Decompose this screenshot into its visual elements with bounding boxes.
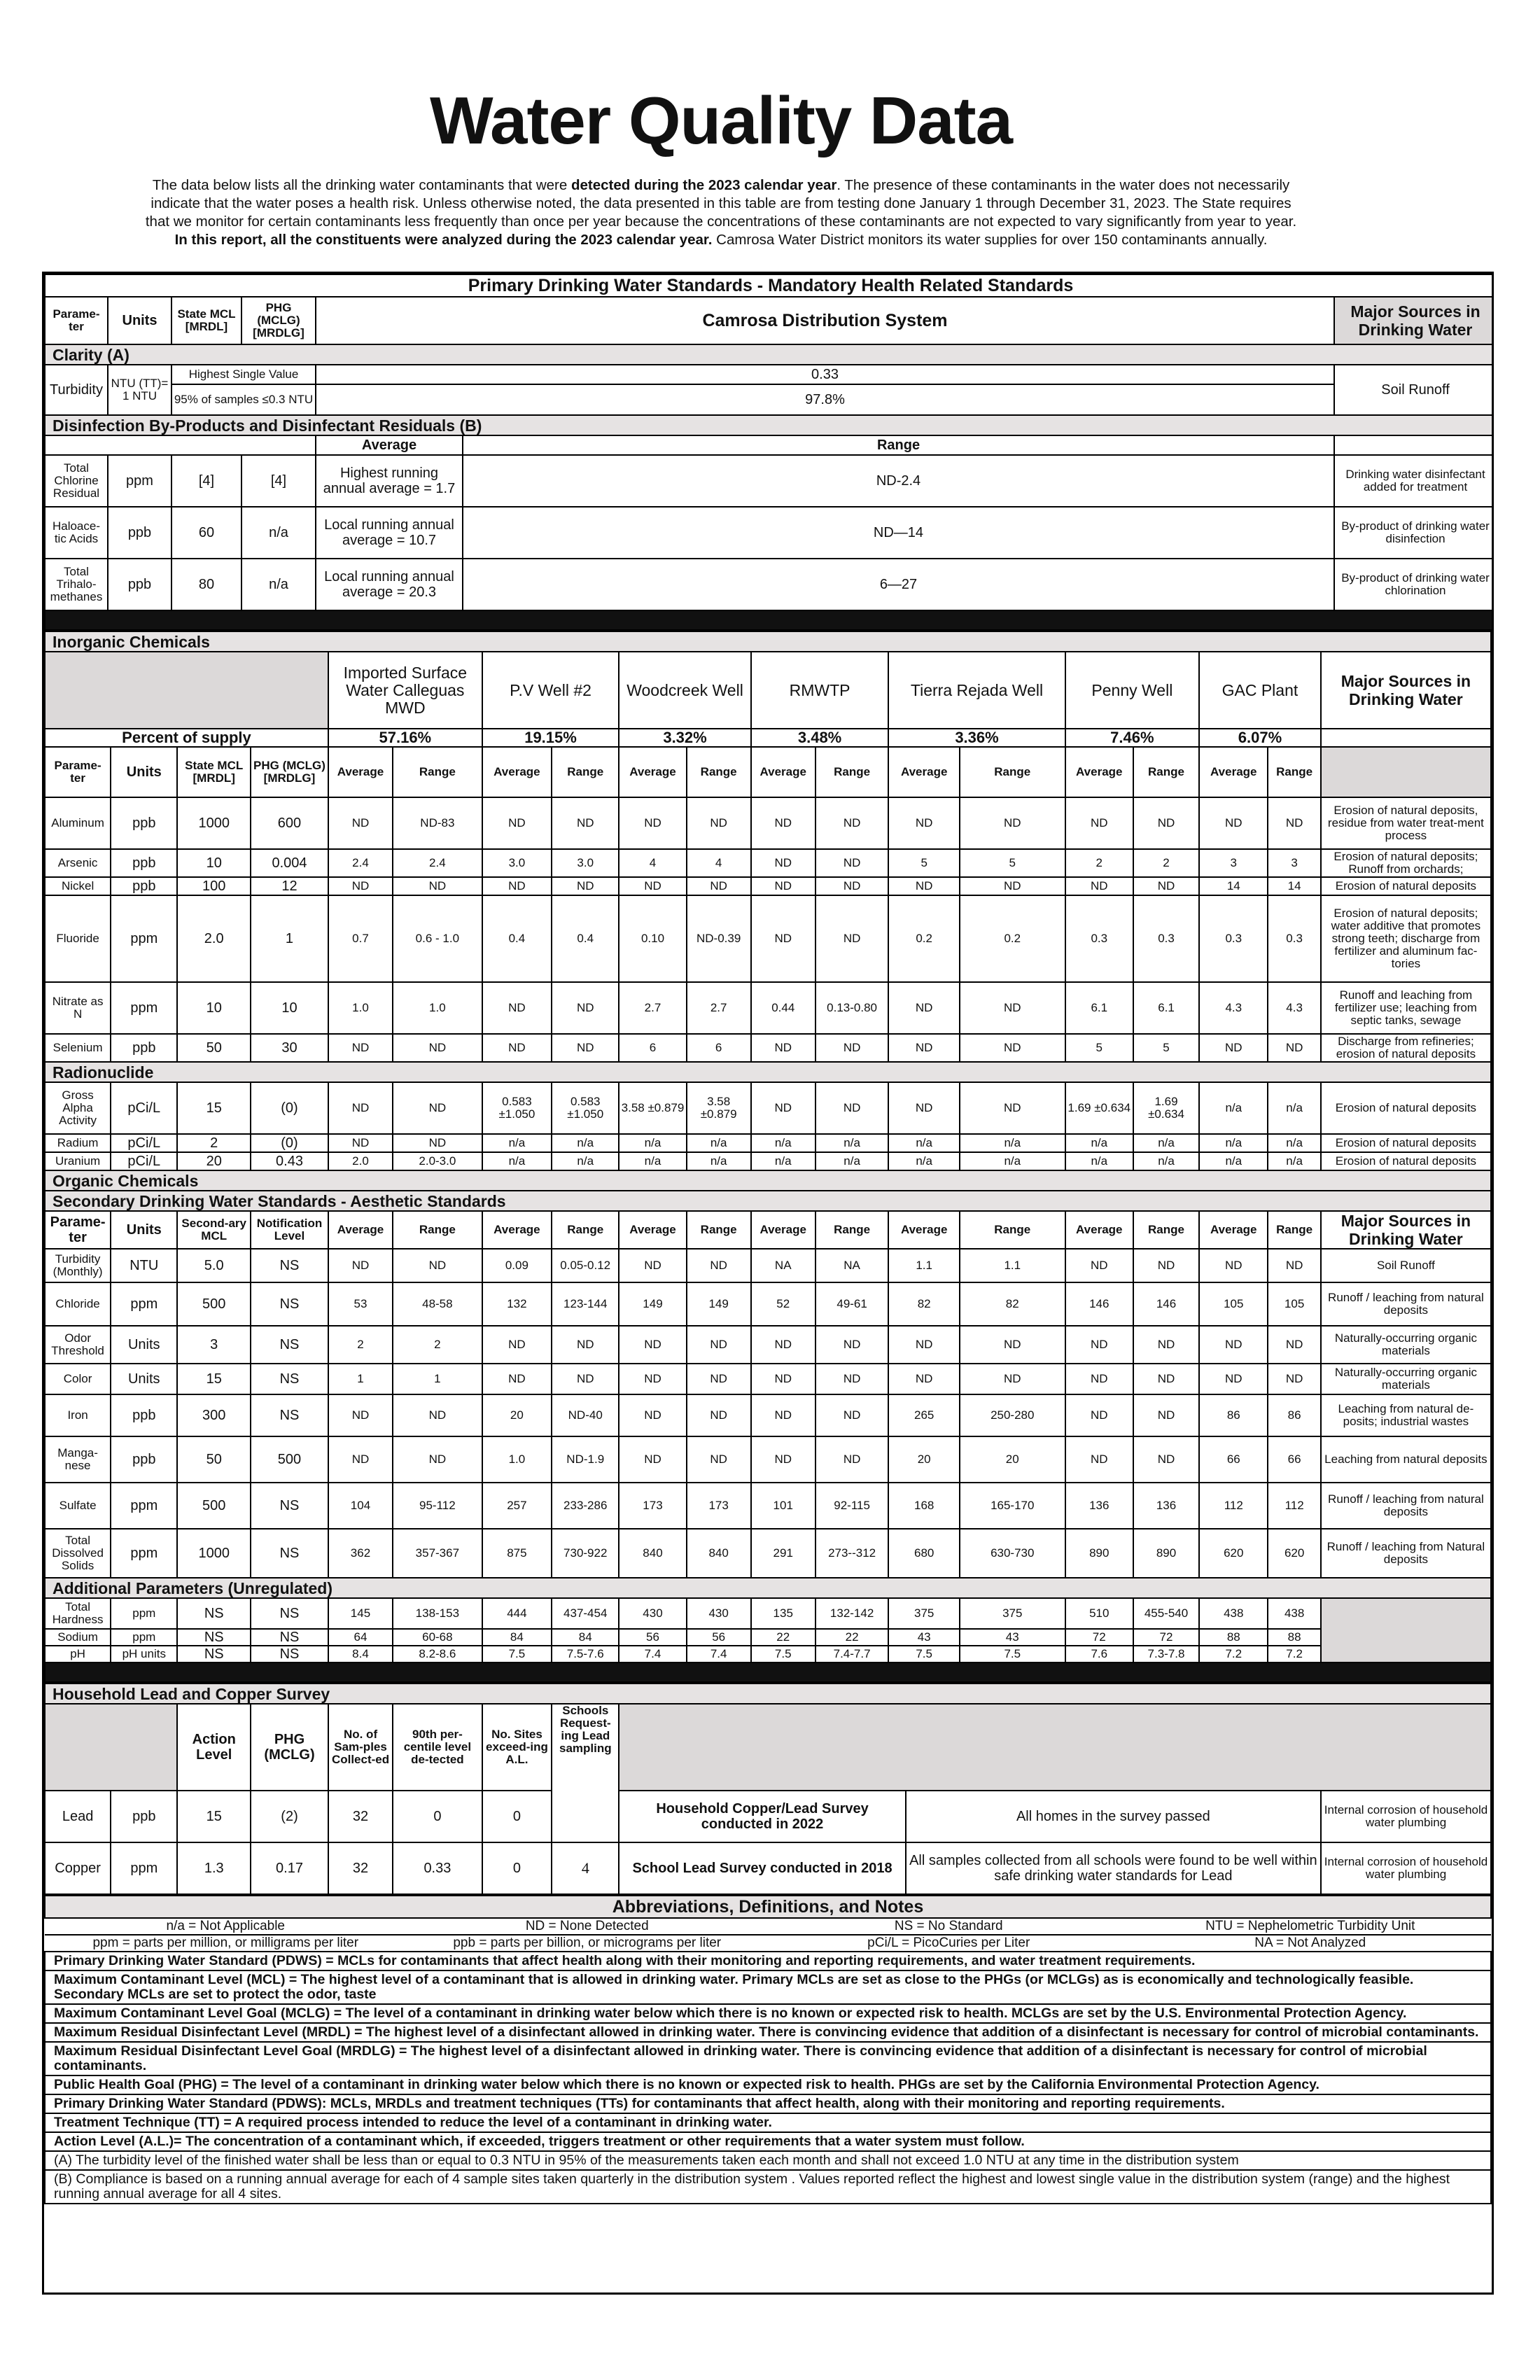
table-row: pH pH units NS NS 8.4 8.2-8.6 7.5 7.5-7.6 7.4 7.4 7.5 7.4-7.7 7.5 7.5 7.6 7.3-7.8 7.2 7.2 <box>45 1646 1491 1662</box>
col-major-sources: Major Sources in Drinking Water <box>1334 297 1494 344</box>
definition: Maximum Contaminant Level Goal (MCLG) = The level of a contaminant in drinking water below which there is no known or expected risk to health. MCLGs are set by the U.S. Environmental Protection Agency. <box>45 2004 1491 2023</box>
supply-name: P.V Well #2 <box>482 652 620 729</box>
turbidity-row1-value: 0.33 <box>316 365 1334 384</box>
section-divider <box>45 610 1494 630</box>
table-row: Color Units 15 NS 1 1 ND ND ND ND ND ND ND ND ND ND ND ND Naturally-occurring organic materials <box>45 1364 1491 1394</box>
table-row: Uranium pCi/L 20 0.43 2.0 2.0-3.0 n/a n/a n/a n/a n/a n/a n/a n/a n/a n/a n/a n/a Erosion of natural deposits <box>45 1152 1491 1170</box>
definition: Action Level (A.L.)= The concentration of a contaminant which, if exceeded, triggers treatment or other requirements that a water system must follow. <box>45 2132 1491 2151</box>
percent-value: 57.16% <box>328 729 482 747</box>
definition: Maximum Residual Disinfectant Level Goal (MRDLG) = The highest level of a disinfectant allowed in drinking water. There is convincing evidence that addition of a disinfectant is necessary for control of microbial contaminants. <box>45 2042 1491 2076</box>
percent-value: 3.48% <box>751 729 889 747</box>
constituent-table: Inorganic Chemicals Imported Surface Water Calleguas MWD P.V Well #2 Woodcreek Well RMWTP Tierra Rejada Well Penny Well GAC Plant Major Sources in Drinking Water Percent of supply 57.16% 19.15% 3.32% 3.48% 3.36% 7.46% 6.07% Parame-ter Units State MCL [MRDL] PHG (MCLG) [MRDLG] Average Range Average Range Average Range Average Range Average Range Average Range Average Range Aluminum ppb 1000 600 ND ND-83 ND ND ND ND ND ND ND ND ND ND ND ND Erosion of natural deposits, residue from water treat-ment process Arsenic ppb 10 0.004 2.4 2.4 3.0 3.0 4 4 ND ND 5 5 2 2 3 3 Erosion of natural deposits; Runoff from orchards; Nickel ppb 100 12 ND ND ND ND ND ND ND ND ND ND ND ND 14 14 Erosion of natural deposits Fluoride ppm 2.0 1 0.7 0.6 - 1.0 0.4 0.4 0.10 ND-0.39 ND ND 0.2 0.2 0.3 0.3 0.3 0.3 Erosion of natural deposits; water additive that promotes strong teeth; discharge from fertilizer and aluminum fac-tories Nitrate as N ppm 10 10 1.0 1.0 ND ND 2.7 2.7 0.44 0.13-0.80 ND ND 6.1 6.1 4.3 4.3 Runoff and leaching from fertilizer use; leaching from septic tanks, sewage Selenium ppb 50 30 ND ND ND ND 6 6 ND ND ND ND 5 5 ND ND Discharge from refineries; erosion of natural deposits Radionuclide Gross Alpha Activity pCi/L 15 (0) ND ND 0.583 ±1.050 0.583 ±1.050 3.58 ±0.879 3.58 ±0.879 ND ND ND ND 1.69 ±0.634 1.69 ±0.634 n/a n/a Erosion of natural deposits Radium pCi/L 2 (0) ND ND n/a n/a n/a n/a n/a n/a n/a n/a n/a n/a n/a n/a Erosion of natural deposits Uranium pCi/L 20 0.43 2.0 2.0-3.0 n/a n/a n/a n/a n/a n/a n/a n/a n/a n/a n/a n/a Erosion of natural deposits Organic Chemicals Secondary Drinking Water Standards - Aesthetic Standards Parame-ter Units Second-ary MCL Notification Level Average Range Average Range Average Range Average Range Average Range Average Range Average Range Major Sources in Drinking Water Turbidity (Monthly) NTU 5.0 NS ND ND 0.09 0.05-0.12 ND ND NA NA 1.1 1.1 ND ND ND ND Soil Runoff Chloride ppm 500 NS 53 48-58 132 123-144 149 149 52 49-61 82 82 146 146 105 105 Runoff / leaching from natural deposits Odor Threshold Units 3 NS 2 2 ND ND ND ND ND ND ND ND ND ND ND ND Naturally-occurring organic materials Color Units 15 NS 1 1 ND ND ND ND ND ND ND ND ND ND ND ND Naturally-occurring organic materials Iron ppb 300 NS ND ND 20 ND-40 ND ND ND ND 265 250-280 ND ND 86 86 Leaching from natural de-posits; industrial wastes Manga-nese ppb 50 500 ND ND 1.0 ND-1.9 ND ND ND ND 20 20 ND ND 66 66 Leaching from natural deposits Sulfate ppm 500 NS 104 95-112 257 233-286 173 173 101 92-115 168 165-170 136 136 112 112 Runoff / leaching from natural deposits Total Dissolved Solids ppm 1000 NS 362 357-367 875 730-922 840 840 291 273--312 680 630-730 890 890 620 620 Runoff / leaching from Natural deposits Additional Parameters (Unregulated) Total Hardness ppm NS NS 145 138-153 444 437-454 430 430 135 132-142 375 375 510 455-540 438 438 Sodium ppm NS NS 64 60-68 84 84 56 56 22 22 43 43 72 72 88 88 pH pH units NS NS 8.4 8.2-8.6 7.5 7.5-7.6 7.4 7.4 7.5 7.4-7.7 7.5 7.5 7.6 7.3-7.8 7.2 7.2 <box>44 631 1492 1683</box>
footnote: (A) The turbidity level of the finished water shall be less than or equal to 0.3 NTU in 95% of the measurements taken each month and shall not exceed 1.0 NTU at any time in the distribution system <box>45 2151 1491 2170</box>
definition: Primary Drinking Water Standard (PDWS) = MCLs for contaminants that affect health along with their monitoring and reporting requirements, and water treatment requirements. <box>45 1952 1491 1970</box>
col-schools: Schools Request-ing Lead sampling <box>552 1704 619 1842</box>
turbidity-row2-value: 97.8% <box>316 384 1334 415</box>
lead-row: Lead ppb 15 (2) 32 0 0 Household Copper/Lead Survey conducted in 2022 All homes in the survey passed Internal corrosion of household water plumbing <box>45 1791 1491 1842</box>
section-divider <box>45 1662 1491 1682</box>
abbreviations-table: Abbreviations, Definitions, and Notes n/a = Not Applicable ND = None Detected NS = No Standard NTU = Nephelometric Turbidity Unit ppm = parts per million, or milligrams per liter ppb = parts per billion, or micrograms per liter pCi/L = PicoCuries per Liter NA = Not Analyzed Primary Drinking Water Standard (PDWS) = MCLs for contaminants that affect health along with their monitoring and reporting requirements, and water treatment requirements. Maximum Contaminant Level (MCL) = The highest level of a contaminant that is allowed in drinking water. Primary MCLs are set as close to the PHGs (or MCLGs) as is economically and technologically feasible. Secondary MCLs are set to protect the odor, taste Maximum Contaminant Level Goal (MCLG) = The level of a contaminant in drinking water below which there is no known or expected risk to health. MCLGs are set by the U.S. Environmental Protection Agency. Maximum Residual Disinfectant Level (MRDL) = The highest level of a disinfectant allowed in drinking water. There is convincing evidence that addition of a disinfectant is necessary for control of microbial contaminants. Maximum Residual Disinfectant Level Goal (MRDLG) = The highest level of a disinfectant allowed in drinking water. There is convincing evidence that addition of a disinfectant is necessary for control of microbial contaminants. Public Health Goal (PHG) = The level of a contaminant in drinking water below which there is no known or expected risk to health. PHGs are set by the California Environmental Protection Agency. Primary Drinking Water Standard (PDWS): MCLs, MRDLs and treatment techniques (TTs) for contaminants that affect health, along with their monitoring and reporting requirements. Treatment Technique (TT) = A required process intended to reduce the level of a contaminant in drinking water. Action Level (A.L.)= The concentration of a contaminant which, if exceeded, triggers treatment or other requirements that a water system must follow. (A) The turbidity level of the finished water shall be less than or equal to 0.3 NTU in 95% of the measurements taken each month and shall not exceed 1.0 NTU at any time in the distribution system (B) Compliance is based on a running annual average for each of 4 sample sites taken quarterly in the distribution system . Values reported reflect the highest and lowest single value in the distribution system (range) and the highest running annual average for all 4 sites. <box>44 1895 1492 2204</box>
turbidity-units: NTU (TT)= 1 NTU <box>108 365 172 415</box>
footnote: (B) Compliance is based on a running annual average for each of 4 sample sites taken quarterly in the distribution system . Values reported reflect the highest and lowest single value in the distribution system (range) and the highest running annual average for all 4 sites. <box>45 2170 1491 2204</box>
copper-row: Copper ppm 1.3 0.17 32 0.33 0 4 School Lead Survey conducted in 2018 All samples collected from all schools were found to be well within safe drinking water standards for Lead Internal corrosion of household water plumbing <box>45 1842 1491 1894</box>
additional-header: Additional Parameters (Unregulated) <box>45 1578 1491 1598</box>
organic-header: Organic Chemicals <box>45 1170 1491 1191</box>
percent-value: 3.32% <box>619 729 750 747</box>
supply-name: Penny Well <box>1065 652 1199 729</box>
definition: Treatment Technique (TT) = A required process intended to reduce the level of a contaminant in drinking water. <box>45 2113 1491 2132</box>
radionuclide-header: Radionuclide <box>45 1062 1491 1082</box>
col-major-sources: Major Sources in Drinking Water <box>1321 652 1491 729</box>
percent-label: Percent of supply <box>45 729 328 747</box>
table-row: Manga-nese ppb 50 500 ND ND 1.0 ND-1.9 ND ND ND ND 20 20 ND ND 66 66 Leaching from natural deposits <box>45 1436 1491 1483</box>
table-row: Total Dissolved Solids ppm 1000 NS 362 357-367 875 730-922 840 840 291 273--312 680 630-730 890 890 620 620 Runoff / leaching from Natural deposits <box>45 1529 1491 1578</box>
percent-value: 7.46% <box>1065 729 1199 747</box>
definition: Maximum Residual Disinfectant Level (MRDL) = The highest level of a disinfectant allowed in drinking water. There is convincing evidence that addition of a disinfectant is necessary for control of microbial contaminants. <box>45 2023 1491 2042</box>
table-row: Iron ppb 300 NS ND ND 20 ND-40 ND ND ND ND 265 250-280 ND ND 86 86 Leaching from natural de-posits; industrial wastes <box>45 1394 1491 1436</box>
table-row: Nickel ppb 100 12 ND ND ND ND ND ND ND ND ND ND ND ND 14 14 Erosion of natural deposits <box>45 877 1491 895</box>
table-row: Turbidity (Monthly) NTU 5.0 NS ND ND 0.09 0.05-0.12 ND ND NA NA 1.1 1.1 ND ND ND ND Soil Runoff <box>45 1249 1491 1282</box>
abbreviations-header: Abbreviations, Definitions, and Notes <box>45 1896 1491 1918</box>
table-row: Sodium ppm NS NS 64 60-68 84 84 56 56 22 22 43 43 72 72 88 88 <box>45 1629 1491 1646</box>
col-sites: No. Sites exceed-ing A.L. <box>482 1704 552 1791</box>
supply-name: GAC Plant <box>1199 652 1321 729</box>
table-row: Selenium ppb 50 30 ND ND ND ND 6 6 ND ND ND ND 5 5 ND ND Discharge from refineries; erosion of natural deposits <box>45 1034 1491 1062</box>
intro-paragraph <box>140 176 1302 249</box>
secondary-header: Secondary Drinking Water Standards - Aesthetic Standards <box>45 1191 1491 1211</box>
table-row: Odor Threshold Units 3 NS 2 2 ND ND ND ND ND ND ND ND ND ND ND ND Naturally-occurring organic materials <box>45 1326 1491 1364</box>
intro-text-1: The data below lists all the drinking water contaminants that were <box>152 177 571 193</box>
col-units: Units <box>108 297 172 344</box>
col-lc-phg: PHG (MCLG) <box>251 1704 328 1791</box>
clarity-header: Clarity (A) <box>45 344 1494 365</box>
turbidity-row1-label: Highest Single Value <box>172 365 316 384</box>
col-samples: No. of Sam-ples Collect-ed <box>328 1704 393 1791</box>
definition: Primary Drinking Water Standard (PDWS): MCLs, MRDLs and treatment techniques (TTs) for contaminants that affect health, along with their monitoring and reporting requirements. <box>45 2094 1491 2113</box>
col-action-level: Action Level <box>177 1704 251 1791</box>
inorganic-header: Inorganic Chemicals <box>45 631 1491 652</box>
intro-text-3: Camrosa Water District monitors its water supplies for over 150 contaminants annually. <box>712 232 1268 248</box>
table-row: Gross Alpha Activity pCi/L 15 (0) ND ND 0.583 ±1.050 0.583 ±1.050 3.58 ±0.879 3.58 ±0.879 ND ND ND ND 1.69 ±0.634 1.69 ±0.634 n/a n/a Erosion of natural deposits <box>45 1082 1491 1134</box>
intro-text-2: . The presence of these contaminants in the water does not necessarily indicate that the water poses a health risk. Unless otherwise noted, the data presented in this table are from testing done January 1 through December 31, 2023. The State requires that we monitor for certain contaminants less frequently than once per year because the concentrations of these contaminants are not expected to vary significantly from year to year. <box>145 177 1297 230</box>
turbidity-source: Soil Runoff <box>1334 365 1494 415</box>
table-row: Radium pCi/L 2 (0) ND ND n/a n/a n/a n/a n/a n/a n/a n/a n/a n/a n/a n/a Erosion of natural deposits <box>45 1134 1491 1152</box>
table-row: Nitrate as N ppm 10 10 1.0 1.0 ND ND 2.7 2.7 0.44 0.13-0.80 ND ND 6.1 6.1 4.3 4.3 Runoff and leaching from fertilizer use; leaching from septic tanks, sewage <box>45 982 1491 1034</box>
dbp-range-label: Range <box>463 435 1334 455</box>
col-distribution-system: Camrosa Distribution System <box>316 297 1334 344</box>
table-row: Sulfate ppm 500 NS 104 95-112 257 233-286 173 173 101 92-115 168 165-170 136 136 112 112 Runoff / leaching from natural deposits <box>45 1483 1491 1529</box>
turbidity-name: Turbidity <box>45 365 108 415</box>
table-row: Aluminum ppb 1000 600 ND ND-83 ND ND ND ND ND ND ND ND ND ND ND ND Erosion of natural deposits, residue from water treat-ment process <box>45 797 1491 849</box>
primary-standards-table <box>44 274 1494 631</box>
percent-value: 6.07% <box>1199 729 1321 747</box>
dbp-header: Disinfection By-Products and Disinfectant Residuals (B) <box>45 415 1494 435</box>
col-state-mcl: State MCL [MRDL] <box>172 297 241 344</box>
percent-value: 19.15% <box>482 729 620 747</box>
lead-copper-table <box>44 1683 1492 1895</box>
col-parameter: Parame-ter <box>45 297 108 344</box>
dbp-row: Total Chlorine Residual ppm [4] [4] Highest running annual average = 1.7 ND-2.4 Drinking water disinfectant added for treatment <box>45 455 1494 507</box>
lead-copper-header: Household Lead and Copper Survey <box>45 1684 1491 1704</box>
supply-name: Imported Surface Water Calleguas MWD <box>328 652 482 729</box>
dbp-row: Haloace-tic Acids ppb 60 n/a Local running annual average = 10.7 ND—14 By-product of drinking water disinfection <box>45 507 1494 559</box>
table-row: Total Hardness ppm NS NS 145 138-153 444 437-454 430 430 135 132-142 375 375 510 455-540 438 438 <box>45 1598 1491 1629</box>
table-row: Fluoride ppm 2.0 1 0.7 0.6 - 1.0 0.4 0.4 0.10 ND-0.39 ND ND 0.2 0.2 0.3 0.3 0.3 0.3 Erosion of natural deposits; water additive that promotes strong teeth; discharge from fertilizer and aluminum fac-tories <box>45 895 1491 982</box>
supply-name: Woodcreek Well <box>619 652 750 729</box>
col-90th: 90th per-centile level de-tected <box>393 1704 482 1791</box>
intro-bold-2: In this report, all the constituents were analyzed during the 2023 calendar year. <box>174 232 713 248</box>
definition: Public Health Goal (PHG) = The level of a contaminant in drinking water below which there is no known or expected risk to health. PHGs are set by the California Environmental Protection Agency. <box>45 2076 1491 2094</box>
col-phg: PHG (MCLG) [MRDLG] <box>241 297 316 344</box>
table-row: Arsenic ppb 10 0.004 2.4 2.4 3.0 3.0 4 4 ND ND 5 5 2 2 3 3 Erosion of natural deposits; Runoff from orchards; <box>45 849 1491 877</box>
supply-name: RMWTP <box>751 652 889 729</box>
water-quality-table <box>42 272 1494 2295</box>
percent-value: 3.36% <box>888 729 1065 747</box>
intro-bold-1: detected during the 2023 calendar year <box>570 177 837 193</box>
page-title: Water Quality Data <box>430 83 1012 158</box>
primary-header: Primary Drinking Water Standards - Mandatory Health Related Standards <box>45 274 1494 297</box>
supply-name: Tierra Rejada Well <box>888 652 1065 729</box>
table-row: Chloride ppm 500 NS 53 48-58 132 123-144 149 149 52 49-61 82 82 146 146 105 105 Runoff / leaching from natural deposits <box>45 1282 1491 1326</box>
dbp-row: Total Trihalo-methanes ppb 80 n/a Local running annual average = 20.3 6—27 By-product of drinking water chlorination <box>45 559 1494 610</box>
definition: Maximum Contaminant Level (MCL) = The highest level of a contaminant that is allowed in drinking water. Primary MCLs are set as close to the PHGs (or MCLGs) as is economically and technologically feasible. Secondary MCLs are set to protect the odor, taste <box>45 1970 1491 2004</box>
dbp-average-label: Average <box>316 435 463 455</box>
turbidity-row2-label: 95% of samples ≤0.3 NTU <box>172 384 316 415</box>
